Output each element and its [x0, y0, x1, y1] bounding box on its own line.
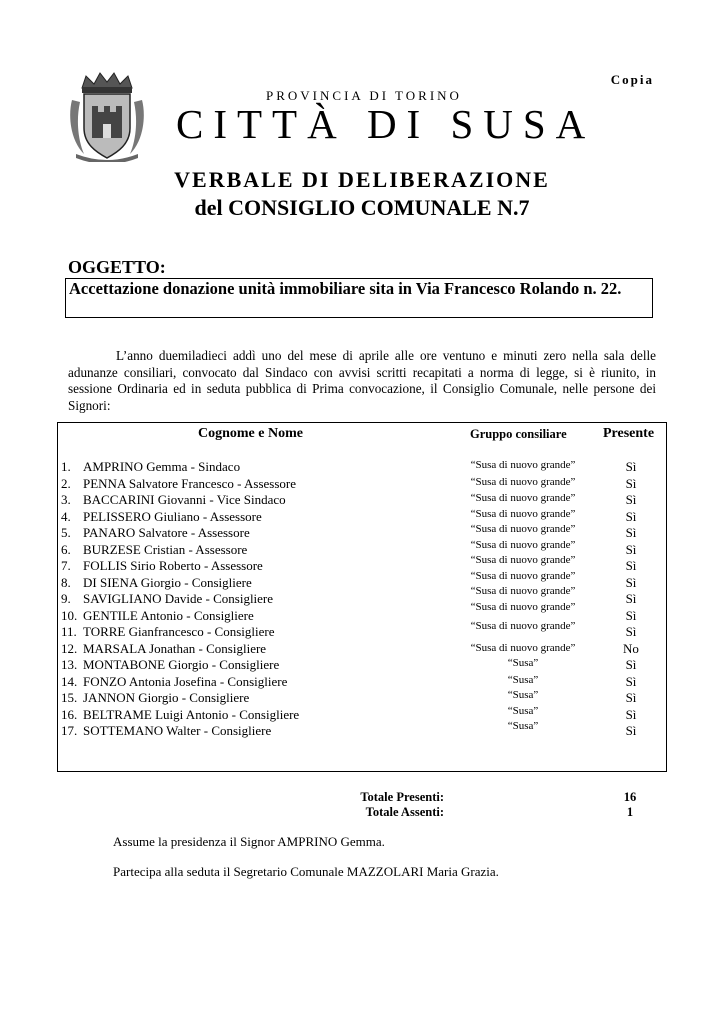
- total-present-value: 16: [623, 790, 637, 804]
- member-present: Sì: [625, 541, 637, 557]
- member-group: “Susa di nuovo grande”: [470, 459, 576, 471]
- member-group: “Susa di nuovo grande”: [470, 600, 576, 613]
- table-row: [0, 509, 724, 525]
- member-name: BACCARINI Giovanni - Vice Sindaco: [83, 492, 286, 507]
- intro-paragraph: L’anno duemiladieci addì uno del mese di aprile alle ore ventuno e minuti zero nella sala delle adunanze consiliari, convocato dal Sindaco con avvisi scritti recapitati a norma di legge, si è riunito, in sessione Ordinaria ed in seduta pubblica di Prima convocazione, il Consiglio Comunale, nelle persone dei Signori:: [68, 348, 656, 413]
- row-number: 13.: [61, 657, 78, 672]
- member-present: Sì: [625, 591, 637, 606]
- member-group: “Susa di nuovo grande”: [470, 554, 576, 566]
- table-row: [0, 704, 724, 723]
- table-row: [0, 720, 724, 739]
- row-number: 2.: [61, 475, 71, 491]
- member-name: PENNA Salvatore Francesco - Assessore: [83, 475, 297, 491]
- row-number: 16.: [61, 706, 78, 722]
- member-name: MONTABONE Giorgio - Consigliere: [83, 657, 280, 672]
- row-number: 4.: [61, 508, 71, 524]
- member-group: “Susa di nuovo grande”: [470, 620, 576, 632]
- member-name: DI SIENA Giorgio - Consigliere: [83, 574, 252, 590]
- member-group: “Susa di nuovo grande”: [470, 475, 576, 488]
- table-row: [0, 600, 724, 624]
- member-present: Sì: [625, 459, 637, 474]
- member-present: Sì: [625, 475, 637, 491]
- member-name: PANARO Salvatore - Assessore: [83, 525, 250, 540]
- member-name: FOLLIS Sirio Roberto - Assessore: [83, 558, 263, 573]
- row-number: 9.: [61, 591, 71, 606]
- member-group: “Susa”: [507, 657, 539, 669]
- member-name: GENTILE Antonio - Consigliere: [83, 607, 254, 623]
- member-present: Sì: [625, 492, 637, 507]
- table-row: [0, 476, 724, 492]
- member-name: BELTRAME Luigi Antonio - Consigliere: [83, 706, 300, 722]
- copy-label: Copia: [610, 72, 654, 87]
- member-present: Sì: [625, 690, 637, 705]
- member-present: Sì: [625, 673, 637, 689]
- row-number: 14.: [61, 673, 78, 689]
- document-title: VERBALE DI DELIBERAZIONE: [174, 167, 550, 192]
- member-group: “Susa di nuovo grande”: [470, 492, 576, 504]
- member-present: Sì: [625, 508, 637, 524]
- member-group: “Susa”: [507, 673, 539, 686]
- row-number: 17.: [61, 723, 78, 738]
- row-number: 15.: [61, 690, 78, 705]
- table-row: [0, 620, 724, 640]
- member-name: MARSALA Jonathan - Consigliere: [83, 640, 267, 656]
- row-number: 6.: [61, 541, 71, 557]
- table-row: [0, 569, 724, 591]
- member-name: BURZESE Cristian - Assessore: [83, 541, 248, 557]
- member-group: “Susa”: [507, 704, 539, 717]
- table-row: [0, 641, 724, 657]
- row-number: 12.: [61, 640, 78, 656]
- row-number: 8.: [61, 574, 71, 590]
- member-present: Sì: [625, 624, 637, 639]
- column-header-name: Cognome e Nome: [198, 426, 303, 441]
- member-name: SAVIGLIANO Davide - Consigliere: [83, 591, 274, 606]
- table-row: [0, 690, 724, 706]
- member-group: “Susa di nuovo grande”: [470, 585, 576, 597]
- subject-label: OGGETTO:: [68, 257, 166, 277]
- member-present: Sì: [625, 558, 637, 573]
- table-row: [0, 554, 724, 574]
- member-present: Sì: [625, 607, 637, 623]
- member-group: “Susa”: [507, 720, 539, 732]
- row-number: 5.: [61, 525, 71, 540]
- row-number: 10.: [61, 607, 78, 623]
- city-title: CITTÀ DI SUSA: [176, 101, 596, 147]
- coat-of-arms-icon: [68, 70, 146, 162]
- member-present: Sì: [625, 525, 637, 540]
- member-group: “Susa di nuovo grande”: [470, 523, 576, 535]
- row-number: 3.: [61, 492, 71, 507]
- column-header-group: Gruppo consiliare: [470, 427, 567, 441]
- member-group: “Susa di nuovo grande”: [470, 507, 576, 520]
- member-present: Sì: [625, 723, 637, 738]
- presidency-statement: Assume la presidenza il Signor AMPRINO Gemma.: [113, 834, 385, 849]
- province-label: PROVINCIA DI TORINO: [266, 88, 462, 103]
- table-row: [0, 585, 724, 607]
- member-name: FONZO Antonia Josefina - Consigliere: [83, 673, 288, 689]
- member-present: Sì: [625, 574, 637, 590]
- member-group: “Susa di nuovo grande”: [470, 538, 576, 551]
- total-absent-value: 1: [626, 805, 634, 819]
- member-name: JANNON Giorgio - Consigliere: [83, 690, 250, 705]
- table-row: [0, 492, 724, 508]
- row-number: 7.: [61, 558, 71, 573]
- member-name: SOTTEMANO Walter - Consigliere: [83, 723, 272, 738]
- member-present: Sì: [625, 706, 637, 722]
- member-present: No: [623, 640, 639, 656]
- member-group: “Susa di nuovo grande”: [470, 569, 576, 582]
- table-row: [0, 525, 724, 541]
- table-row: [0, 538, 724, 558]
- member-present: Sì: [625, 657, 637, 672]
- row-number: 1.: [61, 459, 71, 474]
- column-header-present: Presente: [603, 426, 655, 441]
- secretary-statement: Partecipa alla seduta il Segretario Comunale MAZZOLARI Maria Grazia.: [113, 864, 499, 879]
- row-number: 11.: [61, 624, 77, 639]
- member-name: TORRE Gianfrancesco - Consigliere: [83, 624, 275, 639]
- member-group: “Susa di nuovo grande”: [470, 641, 576, 654]
- member-name: PELISSERO Giuliano - Assessore: [83, 508, 262, 524]
- subject-text: Accettazione donazione unità immobiliare sita in Via Francesco Rolando n. 22.: [65, 278, 653, 318]
- document-subtitle: del CONSIGLIO COMUNALE N.7: [194, 195, 530, 220]
- member-name: AMPRINO Gemma - Sindaco: [83, 459, 241, 474]
- total-present-label: Totale Presenti:: [360, 790, 444, 804]
- table-row: [0, 657, 724, 673]
- table-row: [0, 674, 724, 690]
- member-group: “Susa”: [507, 689, 539, 701]
- table-row: [0, 459, 724, 475]
- total-absent-label: Totale Assenti:: [365, 805, 444, 819]
